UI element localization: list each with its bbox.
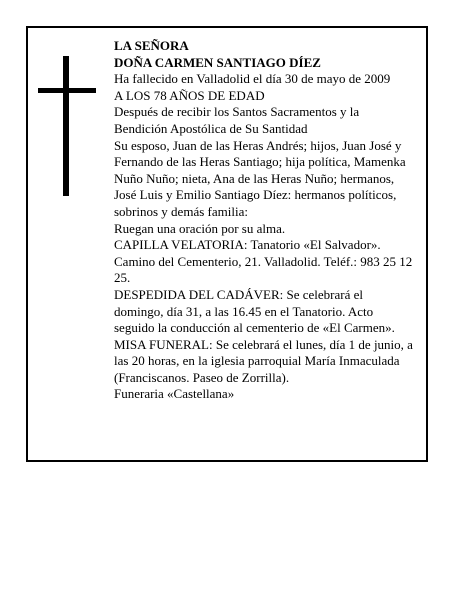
chapel-info: CAPILLA VELATORIA: Tanatorio «El Salvador». Camino del Cementerio, 21. Valladolid. Teléf.: 983 25 12 25.	[114, 237, 413, 286]
notice-title: LA SEÑORA	[114, 38, 189, 53]
farewell-info: DESPEDIDA DEL CADÁVER: Se celebrará el domingo, día 31, a las 16.45 en el Tanatorio. Acto seguido la conducción al cementerio de «El Carmen».	[114, 286, 395, 336]
obituary-text	[114, 38, 414, 403]
sacraments-statement: Después de recibir los Santos Sacramentos y la Bendición Apostólica de Su Santidad	[114, 104, 360, 136]
age-statement: A LOS 78 AÑOS DE EDAD	[114, 87, 265, 103]
funeral-home: Funeraria «Castellana»	[114, 386, 235, 402]
prayer-request: Ruegan una oración por su alma.	[114, 220, 286, 236]
cross-vertical-bar	[63, 56, 69, 196]
family-list: Su esposo, Juan de las Heras Andrés; hijos, Juan José y Fernando de las Heras Santiago; hija política, Mamenka Nuño Nuño; nieta, Ana de las Heras Nuño; hermanos, José Luis y Emilio Santiago Díez: hermanos políticos, sobrinos y demás familia:	[114, 137, 406, 219]
cross-horizontal-bar	[38, 88, 96, 93]
mass-info: MISA FUNERAL: Se celebrará el lunes, día 1 de junio, a las 20 horas, en la iglesia parroquial María Inmaculada (Franciscanos. Paseo de Zorrilla).	[114, 336, 413, 385]
death-statement: Ha fallecido en Valladolid el día 30 de mayo de 2009	[114, 71, 391, 87]
cross-icon	[38, 56, 96, 196]
deceased-name: DOÑA CARMEN SANTIAGO DÍEZ	[114, 54, 321, 70]
